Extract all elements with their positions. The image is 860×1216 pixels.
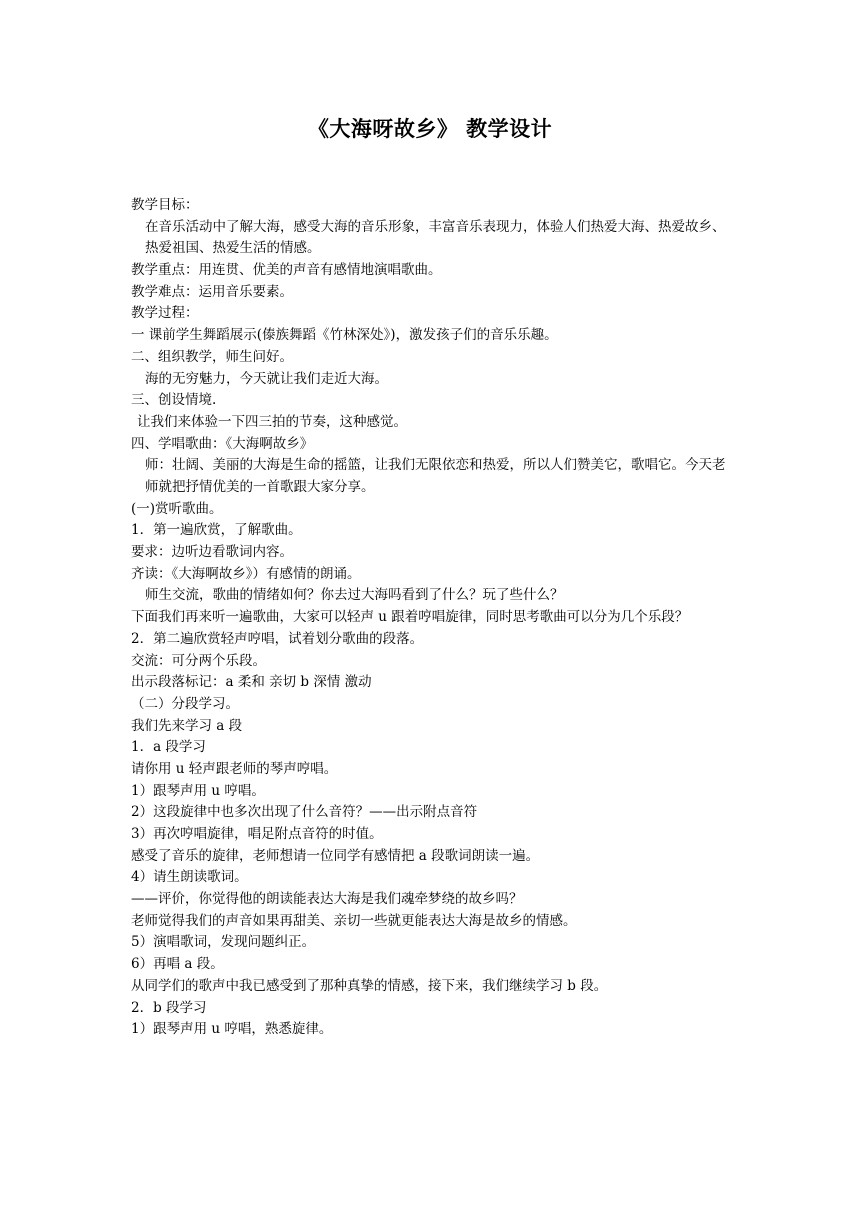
paragraph: 在音乐活动中了解大海，感受大海的音乐形象，丰富音乐表现力，体验人们热爱大海、热爱故乡、热爱祖国、热爱生活的情感。	[145, 218, 726, 257]
section-heading: 教学过程：	[131, 305, 199, 322]
text-line: 请你用 u 轻声跟老师的琴声哼唱。	[131, 760, 338, 777]
text-line: 5）演唱歌词，发现问题纠正。	[131, 934, 316, 951]
text-line: 1．第一遍欣赏，了解歌曲。	[131, 522, 302, 539]
section-heading: 教学目标：	[131, 197, 199, 213]
text-line: 感受了音乐的旋律，老师想请一位同学有感情把 a 段歌词朗读一遍。	[131, 847, 540, 864]
text-line: 6）再唱 a 段。	[131, 956, 224, 973]
text-line: 2）这段旋律中也多次出现了什么音符？——出示附点音符	[131, 804, 478, 821]
text-line: 出示段落标记：a 柔和 亲切 b 深情 激动	[131, 674, 372, 691]
paragraph: 师：壮阔、美丽的大海是生命的摇篮，让我们无限依恋和热爱，所以人们赞美它，歌唱它。今天老师就把抒情优美的一首歌跟大家分享。	[145, 457, 726, 495]
text-line: 2．第二遍欣赏轻声哼唱，试着划分歌曲的段落。	[131, 630, 424, 647]
text-line: 1．a 段学习	[131, 739, 206, 756]
text-line: 让我们来体验一下四三拍的节奏，这种感觉。	[137, 413, 407, 430]
text-line: 齐读：《大海啊故乡》）有感情的朗诵。	[131, 565, 361, 582]
text-line: ——评价，你觉得他的朗读能表达大海是我们魂牵梦绕的故乡吗？	[131, 891, 523, 908]
text-line: 二、组织教学，师生问好。	[131, 348, 293, 365]
text-line: 三、创设情境.	[131, 392, 217, 409]
document-title: 《大海呀故乡》 教学设计	[307, 117, 553, 141]
text-line: 一 课前学生舞蹈展示(傣族舞蹈《竹林深处》)，激发孩子们的音乐乐趣。	[131, 327, 558, 344]
text-line: （二）分段学习。	[131, 695, 239, 712]
text-line: 3）再次哼唱旋律，唱足附点音符的时值。	[131, 826, 383, 843]
text-line: 2．b 段学习	[131, 999, 207, 1016]
text-line: 我们先来学习 a 段	[131, 717, 243, 734]
text-line: 1）跟琴声用 u 哼唱，熟悉旋律。	[131, 1021, 333, 1038]
text-line: 交流：可分两个乐段。	[131, 652, 266, 669]
text-line: 4）请生朗读歌词。	[131, 869, 248, 886]
text-line: 海的无穷魅力，今天就让我们走近大海。	[145, 370, 388, 387]
text-line: 四、学唱歌曲：《大海啊故乡》	[131, 435, 314, 452]
text-line: 要求：边听边看歌词内容。	[131, 544, 293, 561]
text-line: 师生交流，歌曲的情绪如何？你去过大海吗看到了什么？玩了些什么？	[145, 587, 564, 604]
text-line: 教学难点：运用音乐要素。	[131, 283, 293, 300]
document-body	[131, 195, 736, 1041]
paragraph: 下面我们再来听一遍歌曲，大家可以轻声 u 跟着哼唱旋律，同时思考歌曲可以分为几个乐段？	[131, 609, 689, 626]
text-line: (一)赏听歌曲。	[131, 500, 223, 517]
text-line: 1）跟琴声用 u 哼唱。	[131, 782, 265, 799]
text-line: 从同学们的歌声中我已感受到了那种真挚的情感，接下来，我们继续学习 b 段。	[131, 977, 608, 994]
text-line: 老师觉得我们的声音如果再甜美、亲切一些就更能表达大海是故乡的情感。	[131, 912, 577, 929]
text-line: 教学重点：用连贯、优美的声音有感情地演唱歌曲。	[131, 262, 442, 279]
